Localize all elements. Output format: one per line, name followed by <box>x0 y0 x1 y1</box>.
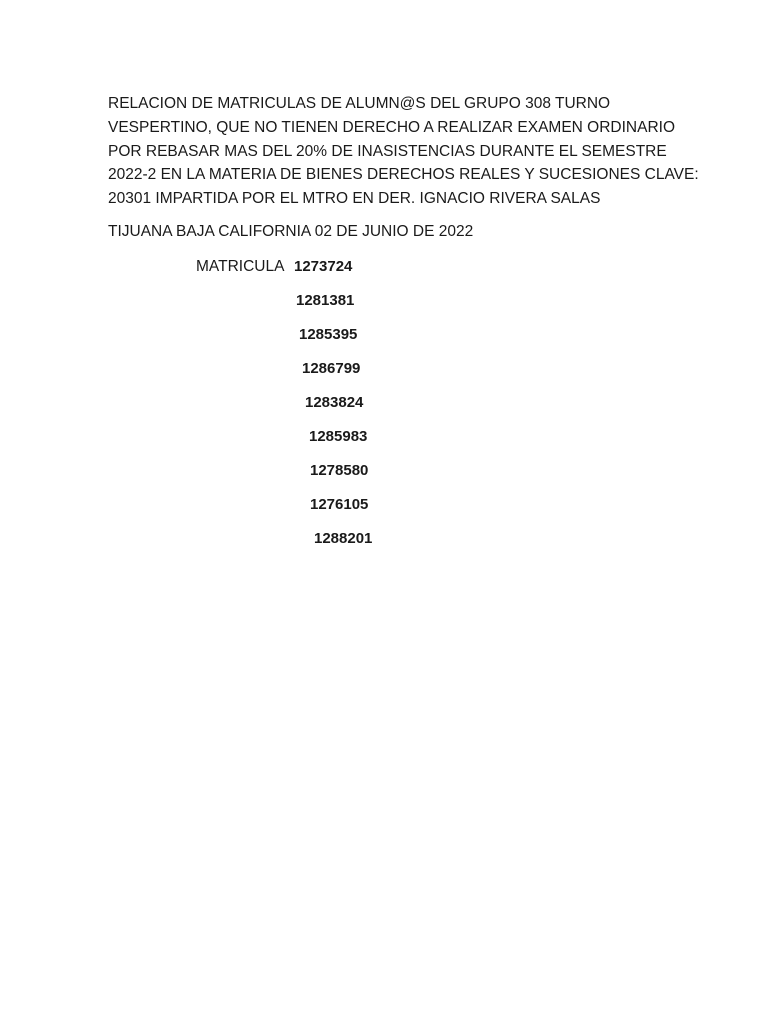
document-heading <box>108 92 699 211</box>
matricula-number: 1276105 <box>310 496 369 513</box>
heading-line: VESPERTINO, QUE NO TIENEN DERECHO A REALIZAR EXAMEN ORDINARIO <box>108 118 676 136</box>
heading-line: 2022-2 EN LA MATERIA DE BIENES DERECHOS REALES Y SUCESIONES CLAVE: <box>108 166 699 184</box>
matricula-number: 1288201 <box>314 530 373 547</box>
matricula-number: 1285395 <box>299 326 358 343</box>
matricula-label: MATRICULA <box>196 258 285 275</box>
matricula-number: 1281381 <box>296 292 355 309</box>
matricula-number: 1285983 <box>309 428 368 445</box>
matricula-number: 1278580 <box>310 462 369 479</box>
heading-line: RELACION DE MATRICULAS DE ALUMN@S DEL GRUPO 308 TURNO <box>108 95 611 112</box>
matricula-number: 1283824 <box>305 394 364 411</box>
place-date-line: TIJUANA BAJA CALIFORNIA 02 DE JUNIO DE 2022 <box>108 223 474 240</box>
matricula-number: 1273724 <box>294 258 353 275</box>
matricula-number: 1286799 <box>302 360 361 377</box>
heading-line: 20301 IMPARTIDA POR EL MTRO EN DER. IGNACIO RIVERA SALAS <box>108 190 601 208</box>
heading-line: POR REBASAR MAS DEL 20% DE INASISTENCIAS DURANTE EL SEMESTRE <box>108 142 667 160</box>
